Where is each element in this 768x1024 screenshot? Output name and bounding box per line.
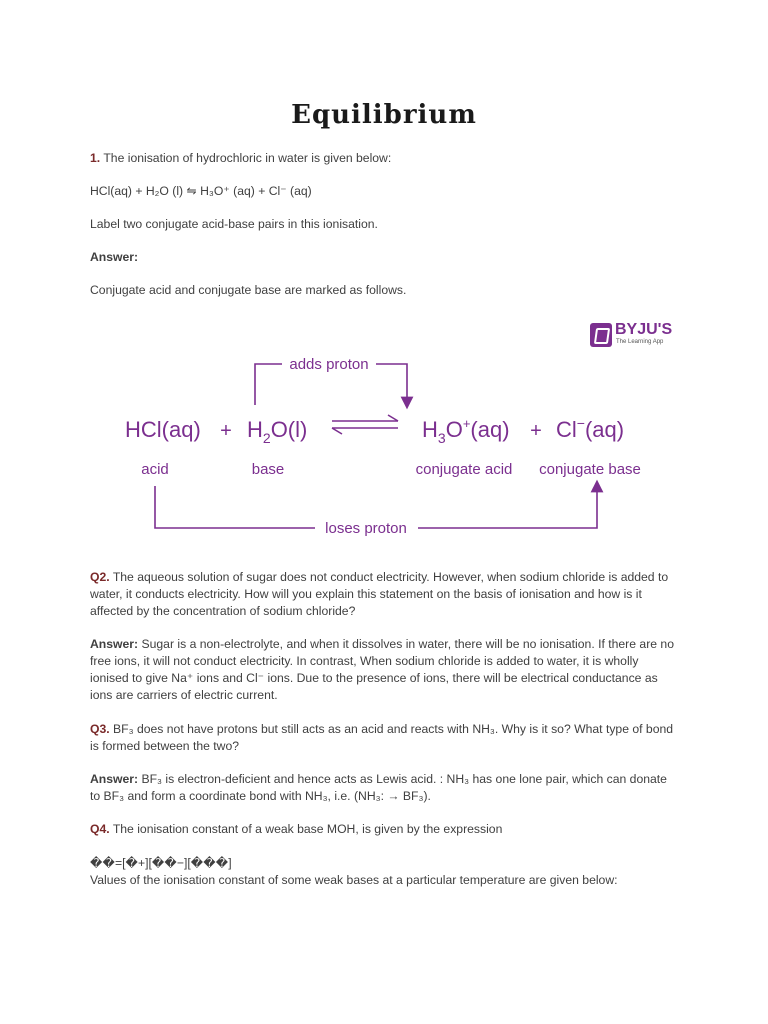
reverse-arrow-head [332,428,342,434]
label-conjugate-acid: conjugate acid [415,461,513,478]
loses-proton-arrow [418,486,597,528]
q4-text2: Values of the ionisation constant of some weak bases at a particular temperature are given below: [90,873,618,887]
q1-answer-label [90,249,680,266]
forward-arrow-head [388,415,398,421]
adds-proton-label: adds proton [289,356,369,373]
cl-superscript: − [576,415,585,431]
cl-aq: (aq) [584,417,625,442]
species-cl [556,415,624,442]
q2-answer [90,636,680,704]
q4-text: The ionisation constant of a weak base MOH, is given by the expression [112,822,503,836]
q3-number: Q3. [90,722,110,736]
page-title: Equilibrium [291,100,477,130]
species-h2o [247,417,307,446]
species-hcl: HCl(aq) [125,417,201,442]
q1-instruction: Label two conjugate acid-base pairs in this ionisation. [90,217,378,231]
plus-sign-1: + [220,420,232,442]
q4-formula: ��=[�+][��−][���] [90,856,232,870]
h3o-o: O [445,417,463,442]
h3o-subscript: 3 [437,430,446,446]
q4-number: Q4. [90,822,110,836]
q1-equation: HCl(aq) + H₂O (l) ⇋ H₃O⁺ (aq) + Cl⁻ (aq) [90,184,312,198]
q2-answer-text: Sugar is a non-electrolyte, and when it dissolves in water, there will be no ionisation. If there are no free ions, it will not conduct electricity. In contrast, When sodium chloride is added to water, it is wholly ionised to give Na⁺ ions and Cl⁻ ions. Due to the presence of ions, there will be electrical conductance as ions are carriers of electric current. [90,637,674,702]
q3-answer-text: BF₃ is electron-deficient and hence acts as Lewis acid. : NH₃ has one lone pair, which can donate to BF₃ and form a coordinate bond with NH₃, i.e. (NH₃: → BF₃). [90,772,667,803]
loses-proton-label: loses proton [325,520,407,537]
h2o-subscript: 2 [262,430,271,446]
h3o-aq: (aq) [470,417,510,442]
h3o-h: H [422,417,438,442]
q2-answer-label: Answer: [90,637,139,651]
q1-text: The ionisation of hydrochloric in water is given below: [103,151,392,165]
byjus-logo-tagline: The Learning App [616,339,664,345]
q1-answer-text: Conjugate acid and conjugate base are marked as follows. [90,283,407,297]
conjugate-pairs-diagram [0,340,768,550]
q2-question [90,569,680,620]
h3o-superscript: + [462,416,471,431]
h2o-rest: O(l) [270,417,308,442]
answer-label: Answer: [90,250,139,264]
q1-question [90,150,680,167]
q3-answer-label: Answer: [90,772,139,786]
loses-proton-line-left [155,486,315,528]
q2-text: The aqueous solution of sugar does not conduct electricity. However, when sodium chloride is added to water, it conducts electricity. How will you explain this statement on the basis of ionisation and how is it affected by the concentration of sodium chloride? [90,570,669,618]
byjus-logo-name: BYJU'S [615,321,673,338]
species-h3o [422,416,510,446]
adds-proton-arrow [376,364,407,403]
q4-question [90,821,680,838]
adds-proton-line-left [255,364,282,405]
plus-sign-2: + [530,420,542,442]
q1-number: 1. [90,151,101,165]
q3-question [90,721,680,755]
h2o-h: H [247,417,263,442]
q3-text: BF₃ does not have protons but still acts as an acid and reacts with NH₃. Why is it so? What type of bond is formed between the two? [90,722,674,753]
cl-symbol: Cl [556,417,577,442]
label-acid: acid [141,461,169,478]
label-base: base [251,461,285,478]
q2-number: Q2. [90,570,110,584]
label-conjugate-base: conjugate base [539,461,641,478]
q3-answer [90,771,680,805]
